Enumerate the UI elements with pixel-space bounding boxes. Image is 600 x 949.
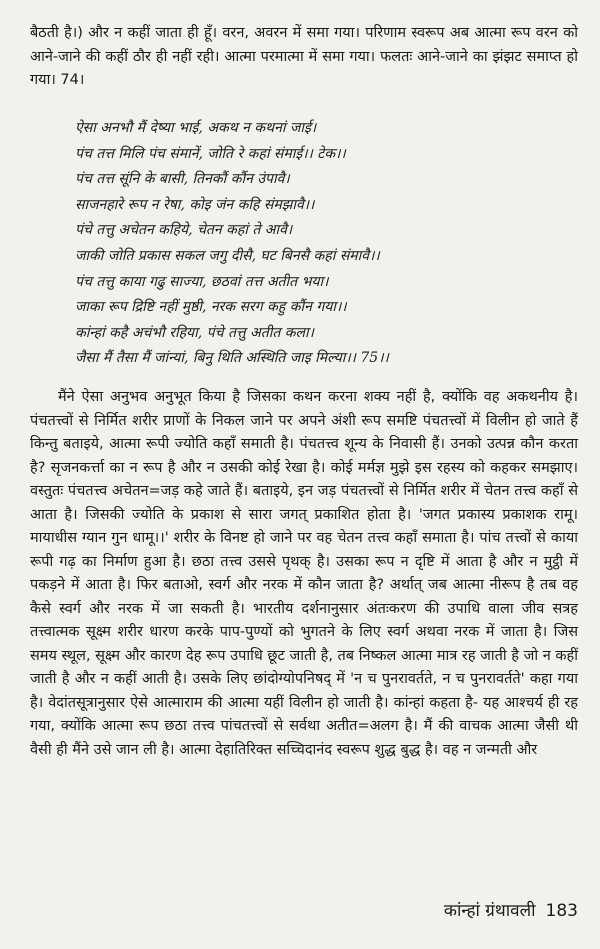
verse-line: जाकी जोति प्रकास सकल जगु दीसै, घट बिनसै कहां संमावै।। [75,247,380,264]
verse-line: पंच तत्तु काया गढु साज्या, छठवां तत्त अतीत भया। [75,273,329,290]
book-title: कांन्हां ग्रंथावली [443,901,536,921]
commentary-text: मैंने ऐसा अनुभव अनुभूत किया है जिसका कथन करना शक्य नहीं है, क्योंकि वह अकथनीय है। पंचतत्त्वों से निर्मित शरीर प्राणों के निकल जाने पर अपने अंशी रूप समष्टि पंचतत्त्वों में विलीन हो जाते हैं किन्तु बताइये, आत्मा रूपी ज्योति कहाँ समाती है। पंचतत्त्व शून्य के निवासी हैं। उनको उत्पन्न कौन करता है? सृजनकर्त्ता का न रूप है और न उसकी कोई रेखा है। कोई मर्मज्ञ मुझे इस रहस्य को कहकर समझाए। वस्तुतः पंचतत्त्व अचेतन=जड़ कहे जाते हैं। बताइये, इन जड़ पंचतत्त्वों से निर्मित शरीर में चेतन तत्त्व कहाँ से आता है। जिसकी ज्योति के प्रकाश से सारा जगत् प्रकाशित होता है। 'जगत प्रकास्य प्रकाशक रामू। मायाधीस ग्यान गुन धामू।।' शरीर के विनष्ट हो जाने पर वह चेतन तत्त्व कहाँ समाता है। पांच तत्त्वों से काया रूपी गढ़ का निर्माण हुआ है। छठा तत्त्व उससे पृथक् है। उसका रूप न दृष्टि में आता है और न मुट्ठी में पकड़ने में आता है। फिर बताओ, स्वर्ग और नरक में कौन जाता है? अर्थात् जब आत्मा नीरूप है तब वह कैसे स्वर्ग और नरक में जा सकती है। भारतीय दर्शनानुसार अंतःकरण की उपाधि वाला जीव सत्रह तत्त्वात्मक सूक्ष्म शरीर धारण करके पाप-पुण्यों को भुगतने के लिए स्वर्ग अथवा नरक में जाता है। जिस समय स्थूल, सूक्ष्म और कारण देह रूप उपाधि छूट जाती है, तब निष्कल आत्मा मात्र रह जाती है जो न कहीं जाती है और न कहीं आती है। उसके लिए छांदोग्योपनिषद् में 'न च पुनरावर्तते, न च पुनरावर्तते' कहा गया है। वेदांतसूत्रानुसार ऐसे आत्माराम की आत्मा यहीं विलीन हो जाती है। कांन्हां कहता है- यह आश्चर्य ही रह गया, क्योंकि आत्मा रूप छठा तत्त्व पांचतत्त्वों से सर्वथा अतीत=अलग है। मैं की वाचक आत्मा जैसी थी वैसी ही मैंने उसे जान ली है। आत्मा देहातिरिक्त सच्चिदानंद स्वरूप शुद्ध बुद्ध है। वह न जन्मती और [30,389,578,758]
page-footer [444,898,578,921]
verse-line: पंचे तत्तु अचेतन कहिये, चेतन कहां ते आवै। [75,222,293,239]
intro-paragraph: बैठती है।) और न कहीं जाता ही हूँ। वरन, अवरन में समा गया। परिणाम स्वरूप अब आत्मा रूप वरन को आने-जाने की कहीं ठौर ही नहीं रही। आत्मा परमात्मा में समा गया। फलतः आने-जाने का झंझट समाप्त हो गया। 74। [30,25,578,88]
verse-line: ऐसा अनभौ मैं देष्या भाई, अकथ न कथनां जाई। [75,120,317,136]
verse-line: कांन्हां कहै अचंभौ रहिया, पंचे तत्तु अतीत कला। [75,324,314,341]
verse-block [75,116,575,372]
verse-line: जाका रूप द्रिष्टि नहीं मुष्ठी, नरक सरग कहु कौंन गया।। [75,299,347,316]
verse-line: पंच तत्त मिलि पंच संमानें, जोति रे कहां संमाई।। टेक।। [75,145,346,162]
page-number: 183 [545,901,578,921]
commentary-paragraph [30,386,578,762]
verse-line: पंच तत्त सूंनि के बासी, तिनकौं कौंन उंपावै। [75,171,290,188]
verse-line: साजनहारे रूप न रेषा, कोइ जंन कहि संमझावै।। [75,196,315,213]
verse-line: जैसा मैं तैसा मैं जांन्यां, बिनु थिति अस्थिति जाइ मिल्या।। 75।। [75,350,389,367]
